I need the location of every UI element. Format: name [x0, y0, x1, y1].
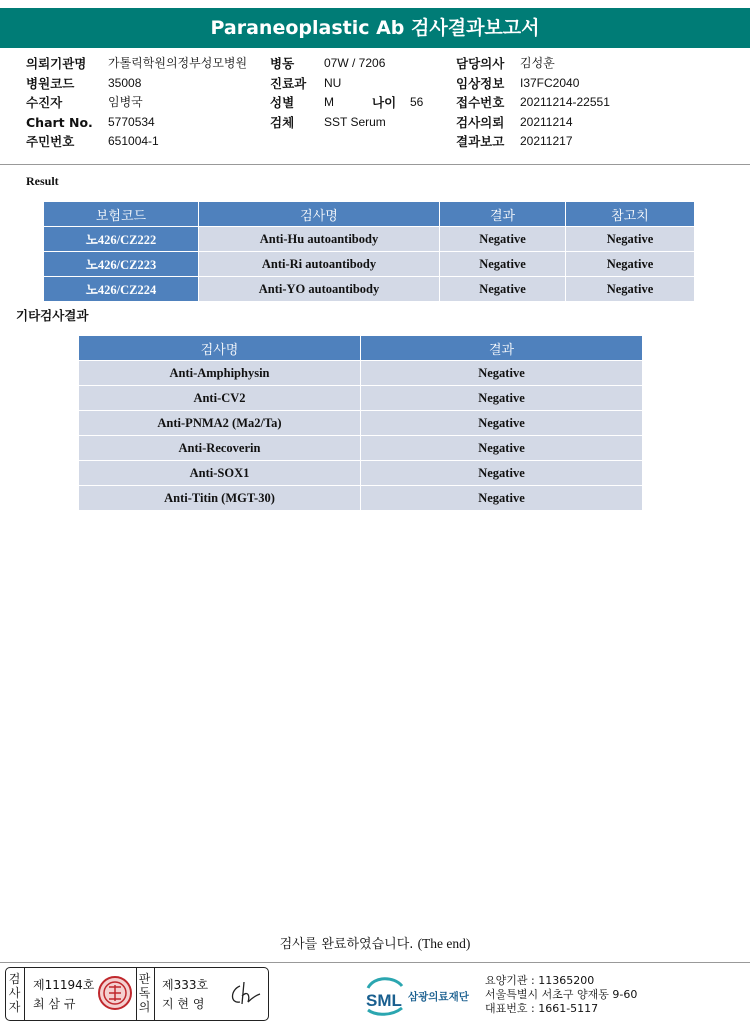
info-label: 의뢰기관명	[26, 56, 87, 71]
table-row	[79, 486, 643, 511]
test-name-cell: Anti-Hu autoantibody	[199, 227, 440, 252]
insurance-code-cell: 노426/CZ222	[44, 227, 199, 252]
reference-cell: Negative	[566, 227, 695, 252]
column-header: 참고치	[566, 202, 695, 227]
address-line: 서울특별시 서초구 양재동 9-60	[485, 988, 638, 1001]
table-header-row	[79, 336, 643, 361]
table-row	[44, 277, 695, 302]
org-address	[485, 974, 637, 1016]
signature-box	[5, 967, 269, 1021]
table-row	[79, 411, 643, 436]
table-row	[79, 461, 643, 486]
test-name-cell: Anti-Ri autoantibody	[199, 252, 440, 277]
info-label: 임상정보	[456, 75, 505, 91]
address-line: 요양기관 : 11365200	[485, 974, 595, 987]
info-value: 가톨릭학원의정부성모병원	[108, 56, 248, 70]
info-value: 5770534	[108, 114, 155, 129]
end-note-english: (The end)	[417, 936, 471, 951]
end-note	[0, 933, 750, 952]
reviewer-label: 판독의	[138, 972, 151, 1014]
age-value: 56	[410, 95, 424, 109]
patient-info-col1	[26, 54, 247, 152]
result-cell: Negative	[361, 361, 643, 386]
signature-icon	[226, 978, 266, 1010]
sml-logo-icon	[364, 974, 484, 1018]
org-name: 삼광의료재단	[408, 991, 469, 1003]
age-label: 나이	[372, 95, 397, 110]
test-name-cell: Anti-CV2	[79, 386, 361, 411]
info-value: 35008	[108, 75, 142, 90]
info-label: Chart No.	[26, 114, 93, 130]
result-cell: Negative	[361, 411, 643, 436]
footer-divider	[0, 962, 750, 963]
info-value: 20211214-22551	[520, 95, 610, 109]
table-header-row	[44, 202, 695, 227]
inspector-license-no: 제11194호	[33, 978, 95, 992]
info-value: NU	[324, 75, 342, 90]
test-name-cell: Anti-Titin (MGT-30)	[79, 486, 361, 511]
seal-stamp-icon	[97, 975, 133, 1011]
result-cell: Negative	[440, 277, 566, 302]
info-label: 성별	[270, 95, 295, 110]
result-cell: Negative	[361, 436, 643, 461]
divider	[0, 164, 750, 165]
info-value: 20211214	[520, 114, 573, 129]
info-label: 주민번호	[26, 134, 75, 149]
column-header: 보험코드	[44, 202, 199, 227]
address-line: 대표번호 : 1661-5117	[485, 1002, 599, 1015]
table-row	[79, 386, 643, 411]
info-label: 수진자	[26, 95, 63, 110]
table-row	[44, 227, 695, 252]
info-value: 20211217	[520, 134, 573, 148]
test-name-cell: Anti-Amphiphysin	[79, 361, 361, 386]
test-name-cell: Anti-SOX1	[79, 461, 361, 486]
column-header: 검사명	[199, 202, 440, 227]
test-name-cell: Anti-YO autoantibody	[199, 277, 440, 302]
table-row	[79, 436, 643, 461]
result-section-label: Result	[26, 174, 59, 188]
test-name-cell: Anti-PNMA2 (Ma2/Ta)	[79, 411, 361, 436]
patient-info-col3	[456, 54, 610, 152]
divider	[24, 968, 25, 1020]
result-cell: Negative	[440, 227, 566, 252]
result-cell: Negative	[361, 461, 643, 486]
info-label: 진료과	[270, 75, 307, 91]
info-value: I37FC2040	[520, 75, 580, 90]
table-row	[79, 361, 643, 386]
inspector-name: 최 삼 규	[33, 997, 76, 1011]
patient-info-col2	[270, 54, 423, 132]
info-label: 담당의사	[456, 56, 505, 71]
test-name-cell: Anti-Recoverin	[79, 436, 361, 461]
info-label: 결과보고	[456, 134, 505, 149]
info-label: 검사의뢰	[456, 114, 505, 130]
end-note-korean: 검사를 완료하였습니다.	[279, 937, 414, 952]
result-cell: Negative	[440, 252, 566, 277]
info-value: 임병국	[108, 95, 143, 109]
result-cell: Negative	[361, 386, 643, 411]
reference-cell: Negative	[566, 277, 695, 302]
reviewer-license-no: 제333호	[162, 978, 209, 992]
reference-cell: Negative	[566, 252, 695, 277]
info-label: 병동	[270, 56, 295, 71]
column-header: 결과	[361, 336, 643, 361]
column-header: 결과	[440, 202, 566, 227]
info-label: 검체	[270, 114, 295, 130]
info-value: 07W / 7206	[324, 56, 386, 70]
reviewer-name: 지 현 영	[162, 997, 205, 1011]
inspector-label: 검사자	[8, 972, 21, 1014]
info-value: 651004-1	[108, 134, 159, 148]
other-tests-table	[78, 335, 643, 511]
insurance-code-cell: 노426/CZ223	[44, 252, 199, 277]
divider	[154, 968, 155, 1020]
result-table	[43, 201, 695, 302]
logo-text: SML	[366, 991, 402, 1010]
info-value: 김성훈	[520, 56, 555, 70]
info-value: M	[324, 95, 334, 109]
info-label: 병원코드	[26, 75, 75, 91]
info-label: 접수번호	[456, 95, 505, 110]
result-cell: Negative	[361, 486, 643, 511]
divider	[136, 968, 137, 1020]
column-header: 검사명	[79, 336, 361, 361]
info-value: SST Serum	[324, 114, 386, 129]
insurance-code-cell: 노426/CZ224	[44, 277, 199, 302]
report-title: Paraneoplastic Ab 검사결과보고서	[0, 8, 750, 48]
other-tests-label: 기타검사결과	[16, 308, 89, 323]
table-row	[44, 252, 695, 277]
